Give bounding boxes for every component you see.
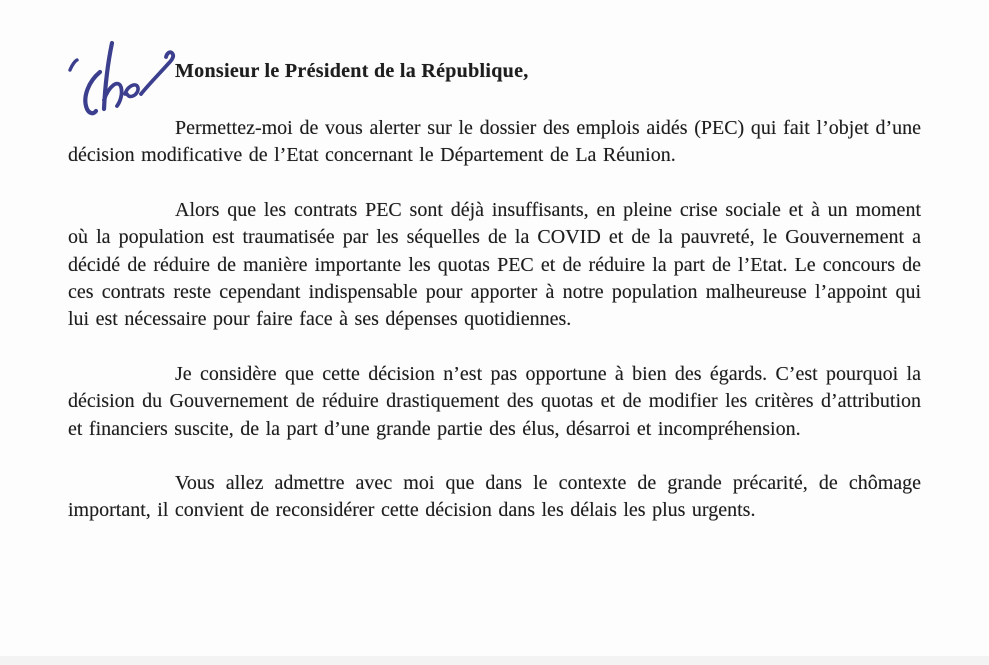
letter-salutation: Monsieur le Président de la République, [175, 60, 529, 82]
scan-bottom-edge [0, 656, 989, 665]
letter-paragraph-1: Permettez-moi de vous alerter sur le dossier des emplois aidés (PEC) qui fait l’objet d’une décision modificative de l’Etat concernant le Département de La Réunion. [68, 117, 921, 167]
letter-paragraph-3: Je considère que cette décision n’est pas opportune à bien des égards. C’est pourquoi la décision du Gouvernement de réduire drastiquement des quotas et de modifier les critères d’attribution et financiers suscite, de la part d’une grande partie des élus, désarroi et incompréhension. [68, 362, 921, 440]
letter-paragraph-4: Vous allez admettre avec moi que dans le contexte de grande précarité, de chômage important, il convient de reconsidérer cette décision dans les délais les plus urgents. [68, 472, 921, 522]
letter-paragraph-2: Alors que les contrats PEC sont déjà insuffisants, en pleine crise sociale et à un moment où la population est traumatisée par les séquelles de la COVID et de la pauvreté, le Gouvernement a décidé de réduire de manière importante les quotas PEC et de réduire la part de l’Etat. Le concours de ces contrats reste cependant indispensable pour apporter à notre population malheureuse l’appoint qui lui est nécessaire pour faire face à ses dépenses quotidiennes. [68, 198, 921, 331]
letter-body [68, 60, 921, 552]
